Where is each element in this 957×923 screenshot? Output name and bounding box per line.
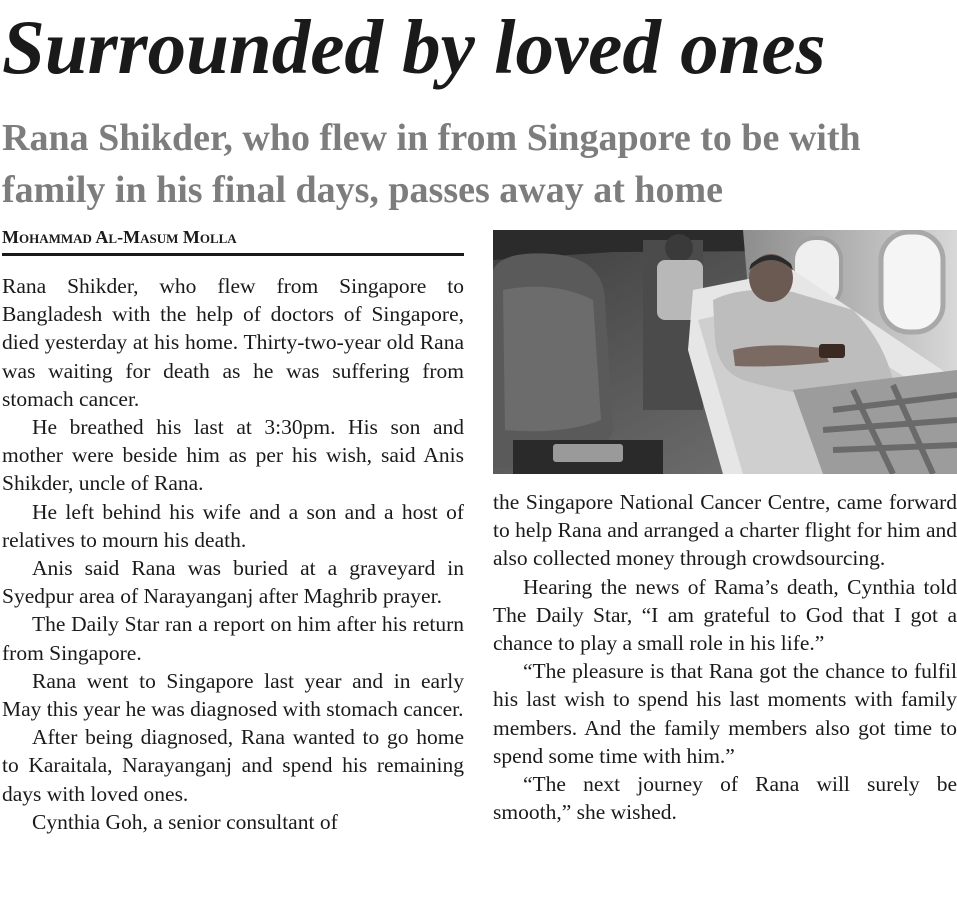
paragraph: the Singapore National Cancer Centre, came forward to help Rana and arranged a charter flight for him and also collected money through crowdsourcing. (493, 490, 957, 571)
byline: Mohammad Al-Masum Molla (2, 224, 464, 256)
subheadline: Rana Shikder, who flew in from Singapore to be with family in his final days, passes away at home (2, 117, 861, 211)
paragraph: After being diagnosed, Rana wanted to go home to Karaitala, Narayanganj and spend his remaining days with loved ones. (2, 725, 464, 806)
paragraph: Anis said Rana was buried at a graveyard in Syedpur area of Narayanganj after Maghrib prayer. (2, 556, 464, 609)
paragraph: “The next journey of Rana will surely be smooth,” she wished. (493, 772, 957, 825)
paragraph: He left behind his wife and a son and a host of relatives to mourn his death. (2, 499, 464, 552)
paragraph: He breathed his last at 3:30pm. His son and mother were beside him as per his wish, said Anis Shikder, uncle of Rana. (2, 415, 464, 496)
photo-patient-on-charter-flight-icon (493, 230, 957, 474)
paragraph: Hearing the news of Rama’s death, Cynthia told The Daily Star, “I am grateful to God that I got a chance to play a small role in his life.” (493, 574, 957, 656)
paragraph: Rana went to Singapore last year and in early May this year he was diagnosed with stomach cancer. (2, 668, 464, 722)
paragraph: The Daily Star ran a report on him after his return from Singapore. (2, 612, 464, 665)
paragraph: Cynthia Goh, a senior consultant of (32, 809, 338, 834)
paragraph: “The pleasure is that Rana got the chance to fulfil his last wish to spend his last moments with family members. And the family members also got time to spend some time with him.” (493, 659, 957, 768)
article-column-left (2, 272, 464, 920)
headline: Surrounded by loved ones (2, 4, 826, 90)
paragraph: Rana Shikder, who flew from Singapore to Bangladesh with the help of doctors of Singapore, died yesterday at his home. Thirty-two-year old Rana was waiting for death as he was suffering from stomach cancer. (2, 274, 464, 411)
article-photo (493, 230, 957, 474)
article-column-right (493, 488, 957, 918)
